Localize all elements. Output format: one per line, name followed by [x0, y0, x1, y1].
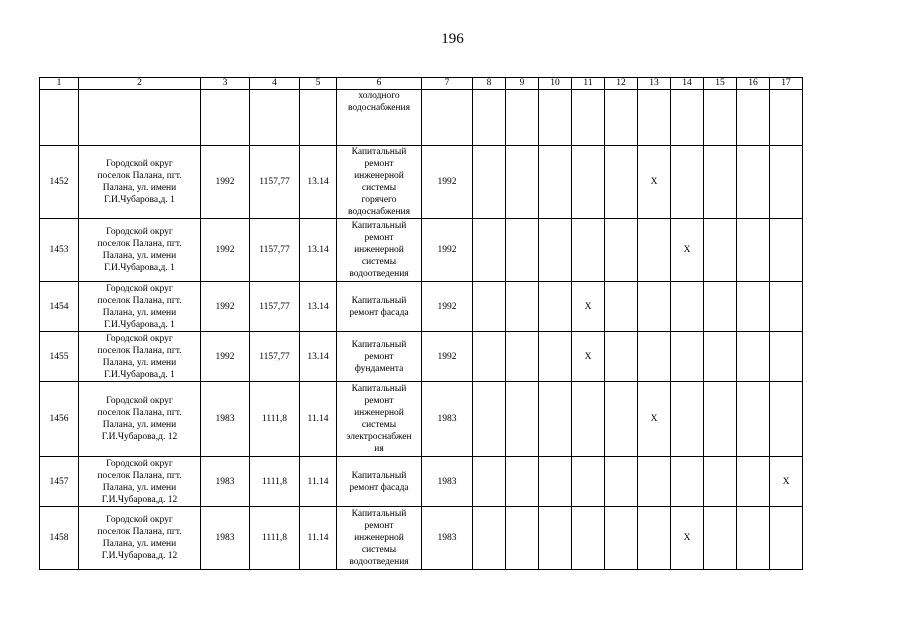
mark-cell [770, 282, 803, 332]
mark-cell [605, 332, 638, 382]
area-cell: 1111,8 [250, 507, 300, 570]
address-cell-line: поселок Палана, пгт. [97, 345, 182, 356]
mark-cell [572, 457, 605, 507]
mark-cell [638, 332, 671, 382]
work-description-cell [337, 507, 422, 570]
mark-cell [506, 457, 539, 507]
column-number-header: 14 [671, 78, 704, 90]
mark-cell [737, 219, 770, 282]
address-cell-line: Палана, ул. имени [102, 183, 177, 193]
row-number-cell: 1453 [40, 219, 79, 282]
area-cell: 1157,77 [250, 219, 300, 282]
work-description-cell-line: инженерной [354, 245, 404, 255]
mark-cell [506, 507, 539, 570]
mark-cell: X [572, 282, 605, 332]
year-cell: 1983 [422, 382, 473, 457]
mark-cell [770, 332, 803, 382]
work-description-cell-line: Капитальный [351, 384, 407, 394]
work-description-cell-line: холодного [358, 91, 400, 101]
row-number-cell: 1454 [40, 282, 79, 332]
column-number-header: 16 [737, 78, 770, 90]
work-description-cell-line: ремонт [364, 351, 394, 362]
work-description-cell-line: Капитальный [351, 339, 407, 350]
mark-cell [638, 457, 671, 507]
mark-cell [704, 507, 737, 570]
work-description-cell-line: ремонт фасада [349, 307, 409, 318]
area-cell: 1157,77 [250, 282, 300, 332]
code-cell: 13.14 [300, 282, 337, 332]
mark-cell: X [572, 332, 605, 382]
work-description-cell-line: Капитальный [351, 295, 407, 306]
column-number-header: 15 [704, 78, 737, 90]
mark-cell [539, 382, 572, 457]
empty-cell [473, 90, 506, 146]
work-description-cell-line: водоснабжения [347, 207, 411, 217]
work-description-cell [337, 90, 422, 146]
work-description-cell-line: системы [361, 545, 397, 555]
address-cell-line: Г.И.Чубарова,д. 1 [104, 319, 175, 330]
commission-year-cell: 1983 [201, 382, 250, 457]
mark-cell [539, 219, 572, 282]
mark-cell [473, 332, 506, 382]
page-number: 196 [441, 31, 464, 47]
work-description-cell-line: ремонт [364, 233, 394, 243]
address-cell-line: Г.И.Чубарова,д. 1 [104, 195, 175, 205]
commission-year-cell: 1992 [201, 146, 250, 219]
column-number-header: 7 [422, 78, 473, 90]
code-cell: 13.14 [300, 146, 337, 219]
work-description-cell-line: электроснабжен [346, 432, 412, 442]
empty-cell [770, 90, 803, 146]
table-row [40, 282, 803, 332]
address-cell-line: Г.И.Чубарова,д. 1 [104, 263, 175, 273]
address-cell-line: Палана, ул. имени [102, 482, 177, 493]
mark-cell: X [638, 382, 671, 457]
address-cell [79, 219, 201, 282]
column-number-header: 6 [337, 78, 422, 90]
mark-cell [572, 507, 605, 570]
mark-cell [737, 146, 770, 219]
address-cell [79, 146, 201, 219]
mark-cell [539, 457, 572, 507]
address-cell-line: Городской округ [106, 396, 173, 406]
table-row [40, 219, 803, 282]
address-cell-line: Палана, ул. имени [102, 420, 177, 430]
commission-year-cell: 1983 [201, 507, 250, 570]
address-cell-line: поселок Палана, пгт. [97, 408, 182, 418]
mark-cell: X [671, 219, 704, 282]
row-number-cell: 1456 [40, 382, 79, 457]
column-number-header: 9 [506, 78, 539, 90]
address-cell-line: Городской округ [106, 283, 173, 294]
repair-schedule-table [39, 77, 803, 570]
work-description-cell-line: Капитальный [351, 147, 407, 157]
column-number-header: 11 [572, 78, 605, 90]
mark-cell [770, 382, 803, 457]
row-number-cell: 1455 [40, 332, 79, 382]
mark-cell [506, 332, 539, 382]
year-cell: 1983 [422, 507, 473, 570]
table-row [40, 507, 803, 570]
work-description-cell-line: системы [361, 183, 397, 193]
work-description-cell-line: водоотведения [349, 269, 409, 279]
empty-cell [704, 90, 737, 146]
work-description-cell-line: Капитальный [351, 509, 407, 519]
mark-cell [704, 219, 737, 282]
column-number-header: 10 [539, 78, 572, 90]
address-cell-line: поселок Палана, пгт. [97, 295, 182, 306]
address-cell-line: Городской округ [106, 515, 173, 525]
address-cell-line: Городской округ [106, 333, 173, 344]
work-description-cell [337, 332, 422, 382]
address-cell-line: поселок Палана, пгт. [97, 527, 182, 537]
empty-cell [40, 90, 79, 146]
mark-cell [473, 382, 506, 457]
address-cell-line: Городской округ [106, 458, 173, 469]
mark-cell [704, 332, 737, 382]
address-cell-line: поселок Палана, пгт. [97, 470, 182, 481]
mark-cell [671, 457, 704, 507]
work-description-cell-line: системы [361, 257, 397, 267]
work-description-cell-line: системы [361, 420, 397, 430]
empty-cell [605, 90, 638, 146]
work-description-cell-line: ия [374, 444, 384, 454]
address-cell-line: Городской округ [106, 227, 173, 237]
mark-cell [704, 282, 737, 332]
code-cell: 13.14 [300, 219, 337, 282]
column-number-header: 4 [250, 78, 300, 90]
address-cell-line: Палана, ул. имени [102, 251, 177, 261]
mark-cell [539, 146, 572, 219]
empty-cell [250, 90, 300, 146]
work-description-cell-line: Капитальный [351, 221, 407, 231]
work-description-cell [337, 219, 422, 282]
address-cell [79, 382, 201, 457]
mark-cell [605, 146, 638, 219]
column-number-row [40, 78, 803, 90]
mark-cell [770, 146, 803, 219]
work-description-cell-line: ремонт [364, 159, 394, 169]
work-description-cell [337, 382, 422, 457]
code-cell: 11.14 [300, 382, 337, 457]
empty-cell [79, 90, 201, 146]
mark-cell [473, 146, 506, 219]
mark-cell [671, 282, 704, 332]
mark-cell [473, 507, 506, 570]
table-row [40, 146, 803, 219]
mark-cell [572, 382, 605, 457]
mark-cell [638, 219, 671, 282]
column-number-header: 1 [40, 78, 79, 90]
address-cell-line: Г.И.Чубарова,д. 12 [101, 432, 178, 442]
mark-cell [605, 382, 638, 457]
work-description-cell [337, 146, 422, 219]
mark-cell [605, 457, 638, 507]
work-description-cell-line: водоснабжения [347, 103, 411, 113]
work-description-cell-line: ремонт [364, 396, 394, 406]
address-cell-line: Палана, ул. имени [102, 307, 177, 318]
work-description-cell-line: горячего [361, 195, 397, 205]
mark-cell [473, 282, 506, 332]
mark-cell [539, 507, 572, 570]
table-row [40, 332, 803, 382]
empty-cell [422, 90, 473, 146]
address-cell-line: поселок Палана, пгт. [97, 239, 182, 249]
work-description-cell-line: ремонт фасада [349, 482, 409, 493]
mark-cell [770, 219, 803, 282]
mark-cell [671, 332, 704, 382]
mark-cell [737, 282, 770, 332]
mark-cell [506, 219, 539, 282]
continuation-row [40, 90, 803, 146]
mark-cell [539, 332, 572, 382]
mark-cell [473, 457, 506, 507]
empty-cell [201, 90, 250, 146]
mark-cell [572, 146, 605, 219]
mark-cell [737, 382, 770, 457]
work-description-cell-line: инженерной [354, 408, 404, 418]
address-cell [79, 332, 201, 382]
mark-cell [737, 332, 770, 382]
code-cell: 13.14 [300, 332, 337, 382]
work-description-cell-line: инженерной [354, 171, 404, 181]
work-description-cell-line: инженерной [354, 533, 404, 543]
commission-year-cell: 1992 [201, 282, 250, 332]
row-number-cell: 1457 [40, 457, 79, 507]
address-cell-line: Г.И.Чубарова,д. 1 [104, 369, 175, 380]
address-cell [79, 457, 201, 507]
address-cell-line: Г.И.Чубарова,д. 12 [101, 551, 178, 561]
empty-cell [539, 90, 572, 146]
year-cell: 1983 [422, 457, 473, 507]
address-cell-line: Палана, ул. имени [102, 357, 177, 368]
year-cell: 1992 [422, 332, 473, 382]
mark-cell [506, 282, 539, 332]
commission-year-cell: 1983 [201, 457, 250, 507]
table-row [40, 382, 803, 457]
mark-cell [638, 282, 671, 332]
mark-cell [506, 382, 539, 457]
row-number-cell: 1452 [40, 146, 79, 219]
mark-cell [539, 282, 572, 332]
address-cell [79, 282, 201, 332]
mark-cell [704, 146, 737, 219]
column-number-header: 3 [201, 78, 250, 90]
empty-cell [638, 90, 671, 146]
address-cell-line: Городской округ [106, 159, 173, 169]
empty-cell [572, 90, 605, 146]
work-description-cell-line: ремонт [364, 521, 394, 531]
column-number-header: 2 [79, 78, 201, 90]
mark-cell [638, 507, 671, 570]
address-cell-line: поселок Палана, пгт. [97, 171, 182, 181]
address-cell-line: Г.И.Чубарова,д. 12 [101, 494, 178, 505]
mark-cell [704, 457, 737, 507]
column-number-header: 5 [300, 78, 337, 90]
mark-cell: X [770, 457, 803, 507]
mark-cell [671, 382, 704, 457]
column-number-header: 13 [638, 78, 671, 90]
year-cell: 1992 [422, 219, 473, 282]
mark-cell [704, 382, 737, 457]
year-cell: 1992 [422, 282, 473, 332]
mark-cell: X [638, 146, 671, 219]
work-description-cell-line: водоотведения [349, 557, 409, 567]
empty-cell [671, 90, 704, 146]
mark-cell [671, 146, 704, 219]
area-cell: 1157,77 [250, 146, 300, 219]
mark-cell [737, 507, 770, 570]
mark-cell [605, 219, 638, 282]
commission-year-cell: 1992 [201, 332, 250, 382]
empty-cell [300, 90, 337, 146]
mark-cell [605, 282, 638, 332]
row-number-cell: 1458 [40, 507, 79, 570]
mark-cell [506, 146, 539, 219]
work-description-cell [337, 282, 422, 332]
address-cell [79, 507, 201, 570]
area-cell: 1111,8 [250, 457, 300, 507]
empty-cell [737, 90, 770, 146]
code-cell: 11.14 [300, 507, 337, 570]
area-cell: 1111,8 [250, 382, 300, 457]
mark-cell: X [671, 507, 704, 570]
mark-cell [605, 507, 638, 570]
column-number-header: 12 [605, 78, 638, 90]
mark-cell [737, 457, 770, 507]
commission-year-cell: 1992 [201, 219, 250, 282]
empty-cell [506, 90, 539, 146]
work-description-cell [337, 457, 422, 507]
mark-cell [473, 219, 506, 282]
mark-cell [572, 219, 605, 282]
column-number-header: 8 [473, 78, 506, 90]
work-description-cell-line: фундамента [354, 363, 404, 374]
year-cell: 1992 [422, 146, 473, 219]
column-number-header: 17 [770, 78, 803, 90]
work-description-cell-line: Капитальный [351, 470, 407, 481]
code-cell: 11.14 [300, 457, 337, 507]
table-row [40, 457, 803, 507]
address-cell-line: Палана, ул. имени [102, 539, 177, 549]
mark-cell [770, 507, 803, 570]
area-cell: 1157,77 [250, 332, 300, 382]
